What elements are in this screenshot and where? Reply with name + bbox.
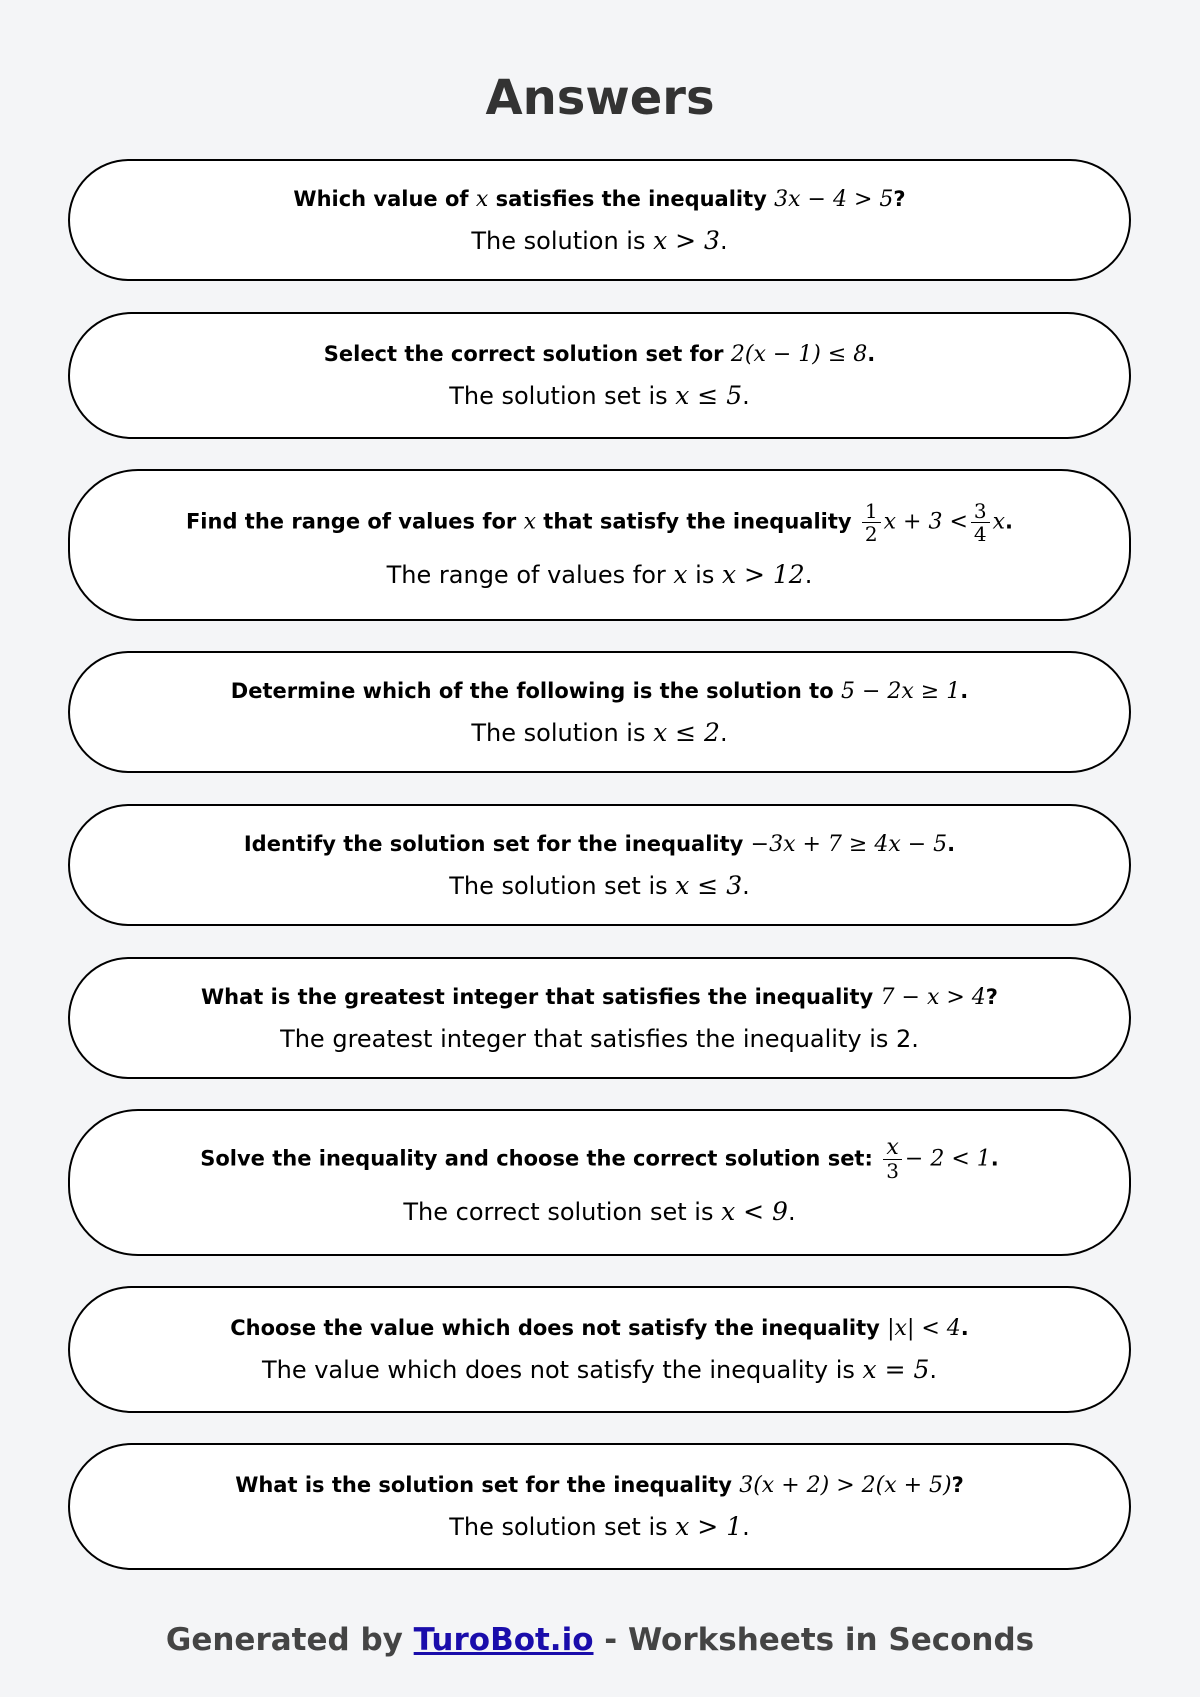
answer-card xyxy=(68,957,1131,1079)
answer-card xyxy=(68,651,1131,773)
answer-text: The correct solution set is x < 9. xyxy=(403,1197,796,1226)
answer-card xyxy=(68,159,1131,281)
turobot-link[interactable]: TuroBot.io xyxy=(413,1622,594,1658)
answer-card xyxy=(68,1443,1131,1570)
answer-text: The value which does not satisfy the inequality is x = 5. xyxy=(261,1355,938,1384)
answer-text: The solution set is x > 1. xyxy=(449,1512,750,1541)
fraction: $\frac{1}{2}$ xyxy=(862,500,881,545)
question-text: What is the greatest integer that satisfies the inequality 7 − x > 4? xyxy=(201,984,998,1010)
question-text: Select the correct solution set for 2(x − 1) ≤ 8. xyxy=(323,342,876,367)
answer-text: The solution set is x ≤ 3. xyxy=(449,870,750,900)
answer-card xyxy=(68,804,1131,926)
question-text: Which value of x satisfies the inequality 3x − 4 > 5? xyxy=(293,186,906,212)
question-text: Find the range of values for x that satisfy the inequality $\frac{1}{2}$ x + 3 < $\frac{3}{4}$ x. xyxy=(185,498,1014,546)
answer-text: The solution is x > 3. xyxy=(471,225,728,255)
question-text: Determine which of the following is the solution to 5 − 2x ≥ 1. xyxy=(230,678,969,704)
answer-text: The greatest integer that satisfies the inequality is 2. xyxy=(280,1024,919,1053)
answer-text: The solution is x ≤ 2. xyxy=(471,717,728,747)
question-text: Identify the solution set for the inequality −3x + 7 ≥ 4x − 5. xyxy=(243,831,956,857)
footer-prefix: Generated by xyxy=(165,1622,414,1658)
question-text: Choose the value which does not satisfy the inequality |x| < 4. xyxy=(230,1316,969,1341)
answer-card xyxy=(68,1286,1131,1413)
page-title: Answers xyxy=(485,70,715,126)
answer-text: The range of values for x is x > 12. xyxy=(386,559,813,589)
question-text: What is the solution set for the inequality 3(x + 2) > 2(x + 5)? xyxy=(235,1473,964,1498)
question-text: Solve the inequality and choose the correct solution set: $\frac{x}{3}$ − 2 < 1. xyxy=(200,1135,999,1183)
answer-card xyxy=(68,1109,1131,1256)
fraction: $\frac{3}{4}$ xyxy=(971,500,990,545)
footer-suffix: - Worksheets in Seconds xyxy=(593,1622,1035,1658)
answer-text: The solution set is x ≤ 5. xyxy=(449,381,750,410)
answer-card xyxy=(68,469,1131,621)
answer-card xyxy=(68,312,1131,439)
fraction: $\frac{x}{3}$ xyxy=(883,1137,902,1182)
footer xyxy=(0,1619,1200,1661)
